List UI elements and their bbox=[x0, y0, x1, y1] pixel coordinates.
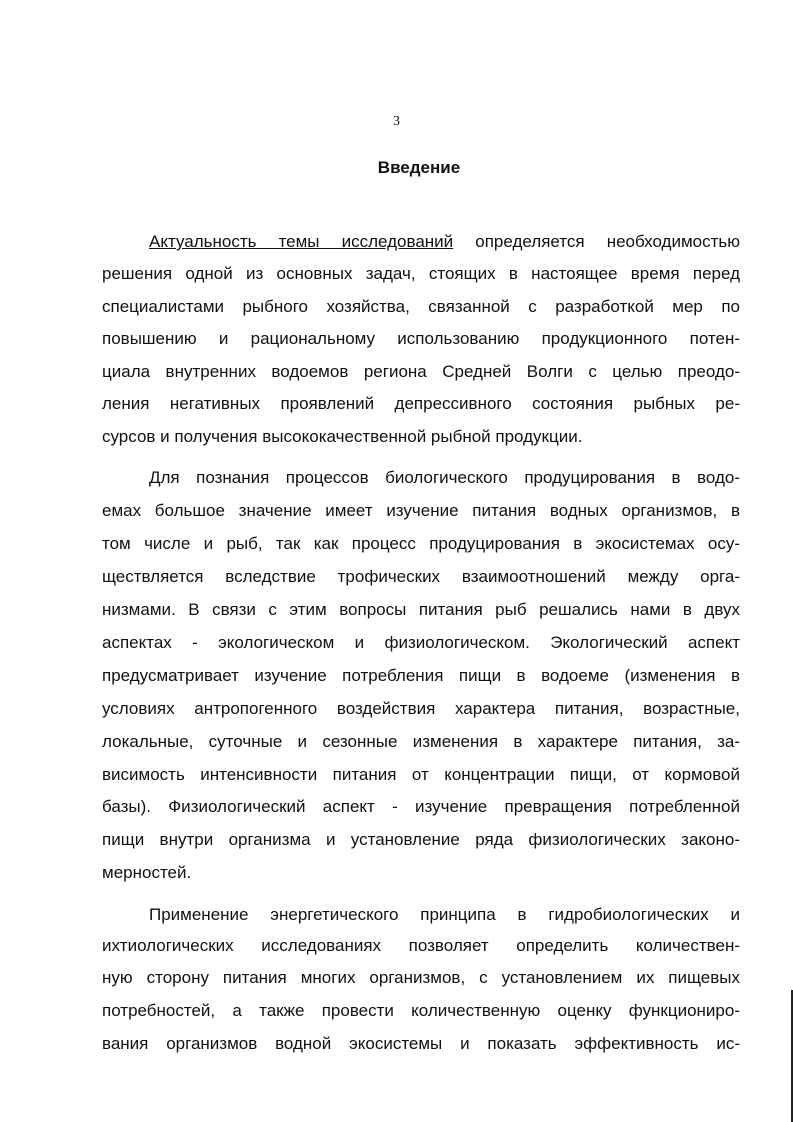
paragraph-2-line-12: пищи внутри организма и установление ряда физиологических законо- bbox=[102, 830, 740, 849]
paragraph-3-line-3: ную сторону питания многих организмов, с установлением их пищевых bbox=[102, 968, 740, 987]
paragraph-2-line-11: базы). Физиологический аспект - изучение превращения потребленной bbox=[102, 797, 740, 816]
paragraph-2-line-4: ществляется вследствие трофических взаимоотношений между орга- bbox=[102, 567, 740, 586]
paragraph-1-line-4: повышению и рациональному использованию продукционного потен- bbox=[102, 329, 740, 348]
paragraph-2-line-10: висимость интенсивности питания от концентрации пищи, от кормовой bbox=[102, 765, 740, 784]
page-title: Введение bbox=[377, 158, 461, 177]
paragraph-2-line-13: мерностей. bbox=[102, 863, 192, 882]
paragraph-3-line-1: Применение энергетического принципа в гидробиологических и bbox=[149, 905, 740, 924]
paragraph-3-line-2: ихтиологических исследованиях позволяет определить количествен- bbox=[102, 936, 740, 955]
paragraph-3-line-4: потребностей, а также провести количественную оценку функциониро- bbox=[102, 1001, 740, 1020]
paragraph-2-line-6: аспектах - экологическом и физиологическом. Экологический аспект bbox=[102, 633, 740, 652]
paragraph-1-line-5: циала внутренних водоемов региона Средней Волги с целью преодо- bbox=[102, 362, 740, 381]
paragraph-2-line-5: низмами. В связи с этим вопросы питания рыб решались нами в двух bbox=[102, 600, 740, 619]
paragraph-2-line-9: локальные, суточные и сезонные изменения в характере питания, за- bbox=[102, 732, 740, 751]
paragraph-1-line-3: специалистами рыбного хозяйства, связанной с разработкой мер по bbox=[102, 297, 740, 316]
paragraph-1-line-7: сурсов и получения высококачественной рыбной продукции. bbox=[102, 427, 583, 446]
paragraph-2-line-2: емах большое значение имеет изучение питания водных организмов, в bbox=[102, 501, 740, 520]
paragraph-3-line-5: вания организмов водной экосистемы и показать эффективность ис- bbox=[102, 1034, 740, 1053]
text-run: определяется необходимостью bbox=[453, 232, 740, 251]
paragraph-2-line-3: том числе и рыб, так как процесс продуцирования в экосистемах осу- bbox=[102, 534, 740, 553]
paragraph-2-line-7: предусматривает изучение потребления пищи в водоеме (изменения в bbox=[102, 666, 740, 685]
paragraph-1-line-1 bbox=[149, 225, 740, 258]
page-number: 3 bbox=[393, 114, 400, 129]
paragraph-1-line-6: ления негативных проявлений депрессивного состояния рыбных ре- bbox=[102, 394, 740, 413]
paragraph-1-line-2: решения одной из основных задач, стоящих в настоящее время перед bbox=[102, 264, 740, 283]
paragraph-2-line-1: Для познания процессов биологического продуцирования в водо- bbox=[149, 468, 740, 487]
paragraph-2-line-8: условиях антропогенного воздействия характера питания, возрастные, bbox=[102, 699, 740, 718]
underlined-lead: Актуальность темы исследований bbox=[149, 232, 454, 251]
